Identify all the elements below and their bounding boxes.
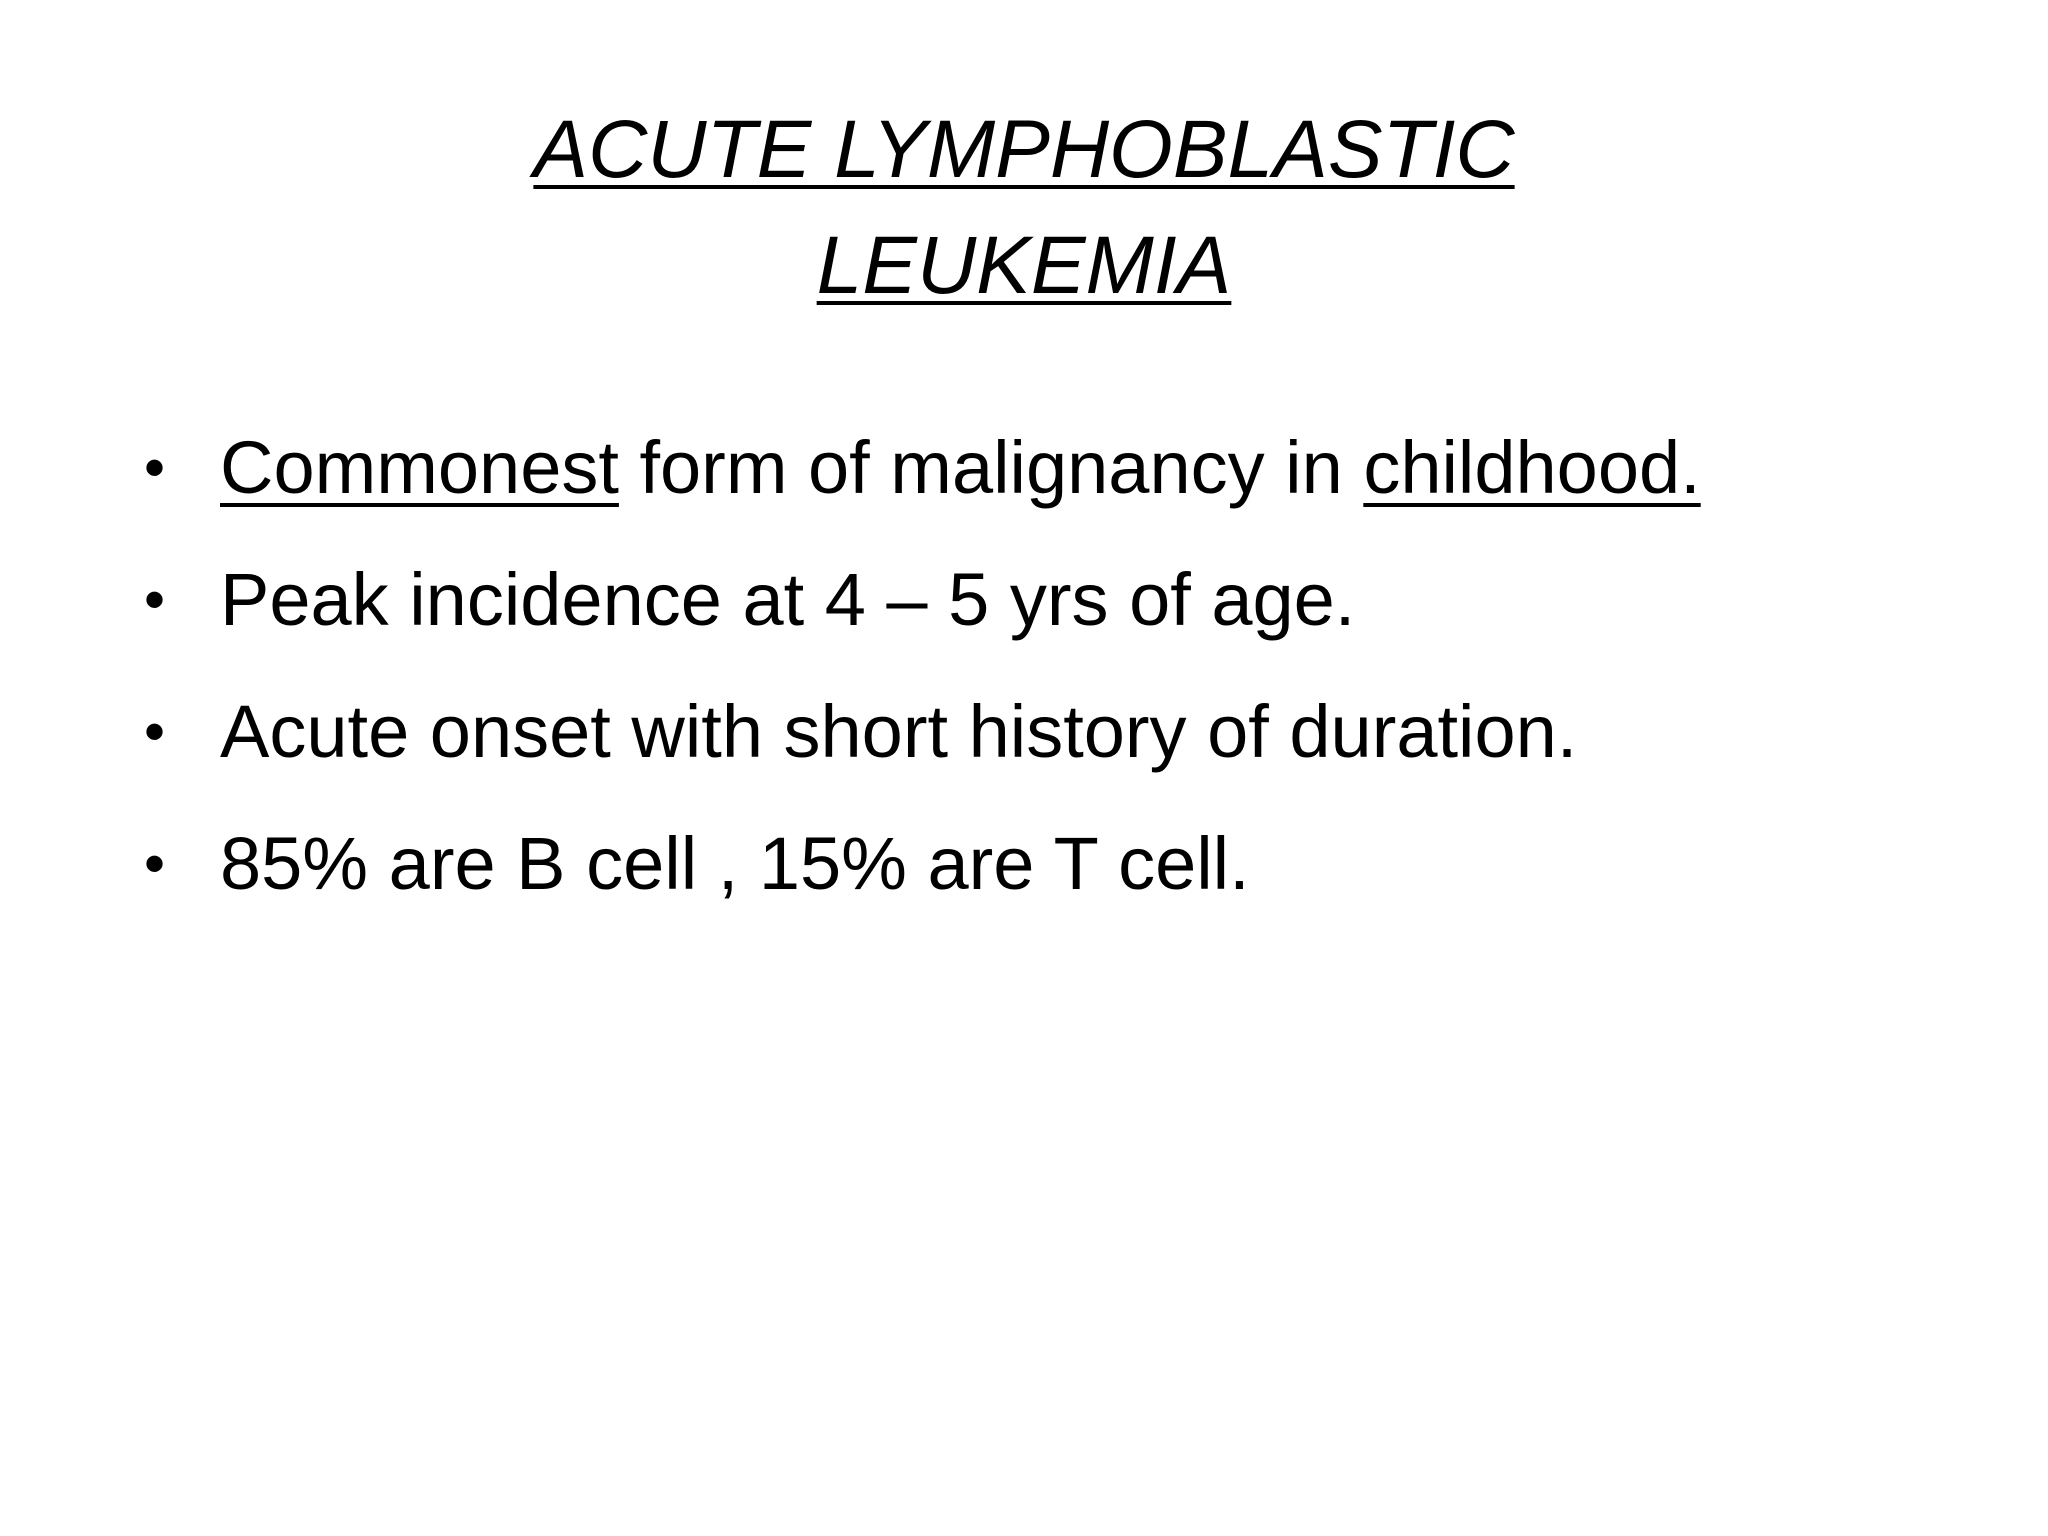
bullet-text: 85% are B cell , 15% are T cell. bbox=[220, 822, 1250, 905]
bullet-point-icon: • bbox=[144, 434, 166, 501]
bullet-item bbox=[138, 418, 1998, 550]
underlined-term-childhood: childhood. bbox=[1363, 426, 1701, 509]
title-line-2: LEUKEMIA bbox=[816, 220, 1232, 311]
bullet-item bbox=[138, 682, 1998, 814]
bullet-point-icon: • bbox=[144, 566, 166, 633]
bullet-point-icon: • bbox=[144, 698, 166, 765]
bullet-text: Acute onset with short history of duration. bbox=[220, 690, 1578, 773]
bullet-text bbox=[220, 418, 1701, 518]
title-line-1: ACUTE LYMPHOBLASTIC bbox=[533, 104, 1515, 195]
bullet-point-icon: • bbox=[144, 830, 166, 897]
underlined-term-commonest: Commonest bbox=[220, 426, 619, 509]
bullet-text-middle: form of malignancy in bbox=[618, 426, 1364, 509]
bullet-list bbox=[138, 418, 1998, 946]
slide-title bbox=[0, 92, 2048, 324]
bullet-item bbox=[138, 814, 1998, 946]
bullet-text: Peak incidence at 4 – 5 yrs of age. bbox=[220, 558, 1356, 641]
bullet-item bbox=[138, 550, 1998, 682]
